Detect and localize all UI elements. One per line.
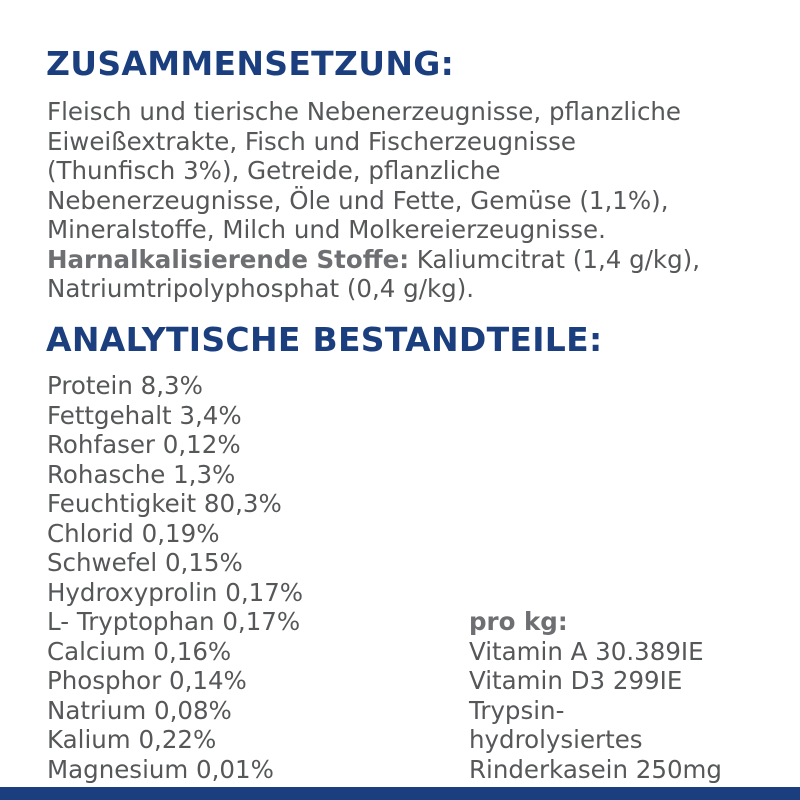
analysis-item: Magnesium 0,01% — [47, 754, 274, 784]
analysis-item: Chlorid 0,19% — [47, 518, 220, 548]
analysis-item: L- Tryptophan 0,17% — [47, 607, 301, 636]
additive-label: Harnalkalisierende Stoffe: — [47, 244, 409, 274]
analysis-item: Natrium 0,08% — [47, 695, 232, 725]
composition-text — [47, 97, 787, 304]
per-kg-line: Rinderkasein 250mg — [469, 754, 722, 784]
analysis-item: Phosphor 0,14% — [47, 666, 247, 695]
analysis-item: Schwefel 0,15% — [47, 548, 243, 577]
per-kg-line: Vitamin A 30.389IE — [469, 636, 704, 666]
analysis-list — [47, 371, 303, 784]
composition-line: Eiweißextrakte, Fisch und Fischerzeugnisse — [47, 126, 576, 156]
additive-line — [47, 245, 787, 275]
analysis-item: Feuchtigkeit 80,3% — [47, 489, 282, 518]
composition-line: Nebenerzeugnisse, Öle und Fette, Gemüse (1,1%), — [47, 185, 669, 215]
per-kg-block — [469, 607, 722, 784]
composition-line: Fleisch und tierische Nebenerzeugnisse, pflanzliche — [47, 97, 682, 126]
analysis-item: Protein 8,3% — [47, 371, 203, 400]
analysis-item: Fettgehalt 3,4% — [47, 400, 242, 430]
per-kg-title: pro kg: — [469, 607, 568, 636]
additive-line-2: Natriumtripolyphosphat (0,4 g/kg). — [47, 274, 475, 303]
per-kg-line: Vitamin D3 299IE — [469, 666, 683, 695]
additive-value: Kaliumcitrat (1,4 g/kg), — [409, 244, 701, 274]
analysis-item: Hydroxyprolin 0,17% — [47, 577, 304, 607]
per-kg-line: hydrolysiertes — [469, 725, 643, 754]
analysis-heading: ANALYTISCHE BESTANDTEILE: — [46, 320, 603, 359]
bottom-accent-bar — [0, 787, 800, 800]
composition-heading: ZUSAMMENSETZUNG: — [46, 44, 455, 83]
analysis-item: Calcium 0,16% — [47, 636, 232, 666]
per-kg-line: Trypsin- — [469, 695, 565, 725]
composition-line: Mineralstoffe, Milch und Molkereierzeugnisse. — [47, 215, 606, 244]
analysis-item: Rohfaser 0,12% — [47, 430, 241, 459]
analysis-item: Kalium 0,22% — [47, 725, 217, 754]
composition-line: (Thunfisch 3%), Getreide, pflanzliche — [47, 156, 501, 185]
analysis-item: Rohasche 1,3% — [47, 459, 236, 489]
